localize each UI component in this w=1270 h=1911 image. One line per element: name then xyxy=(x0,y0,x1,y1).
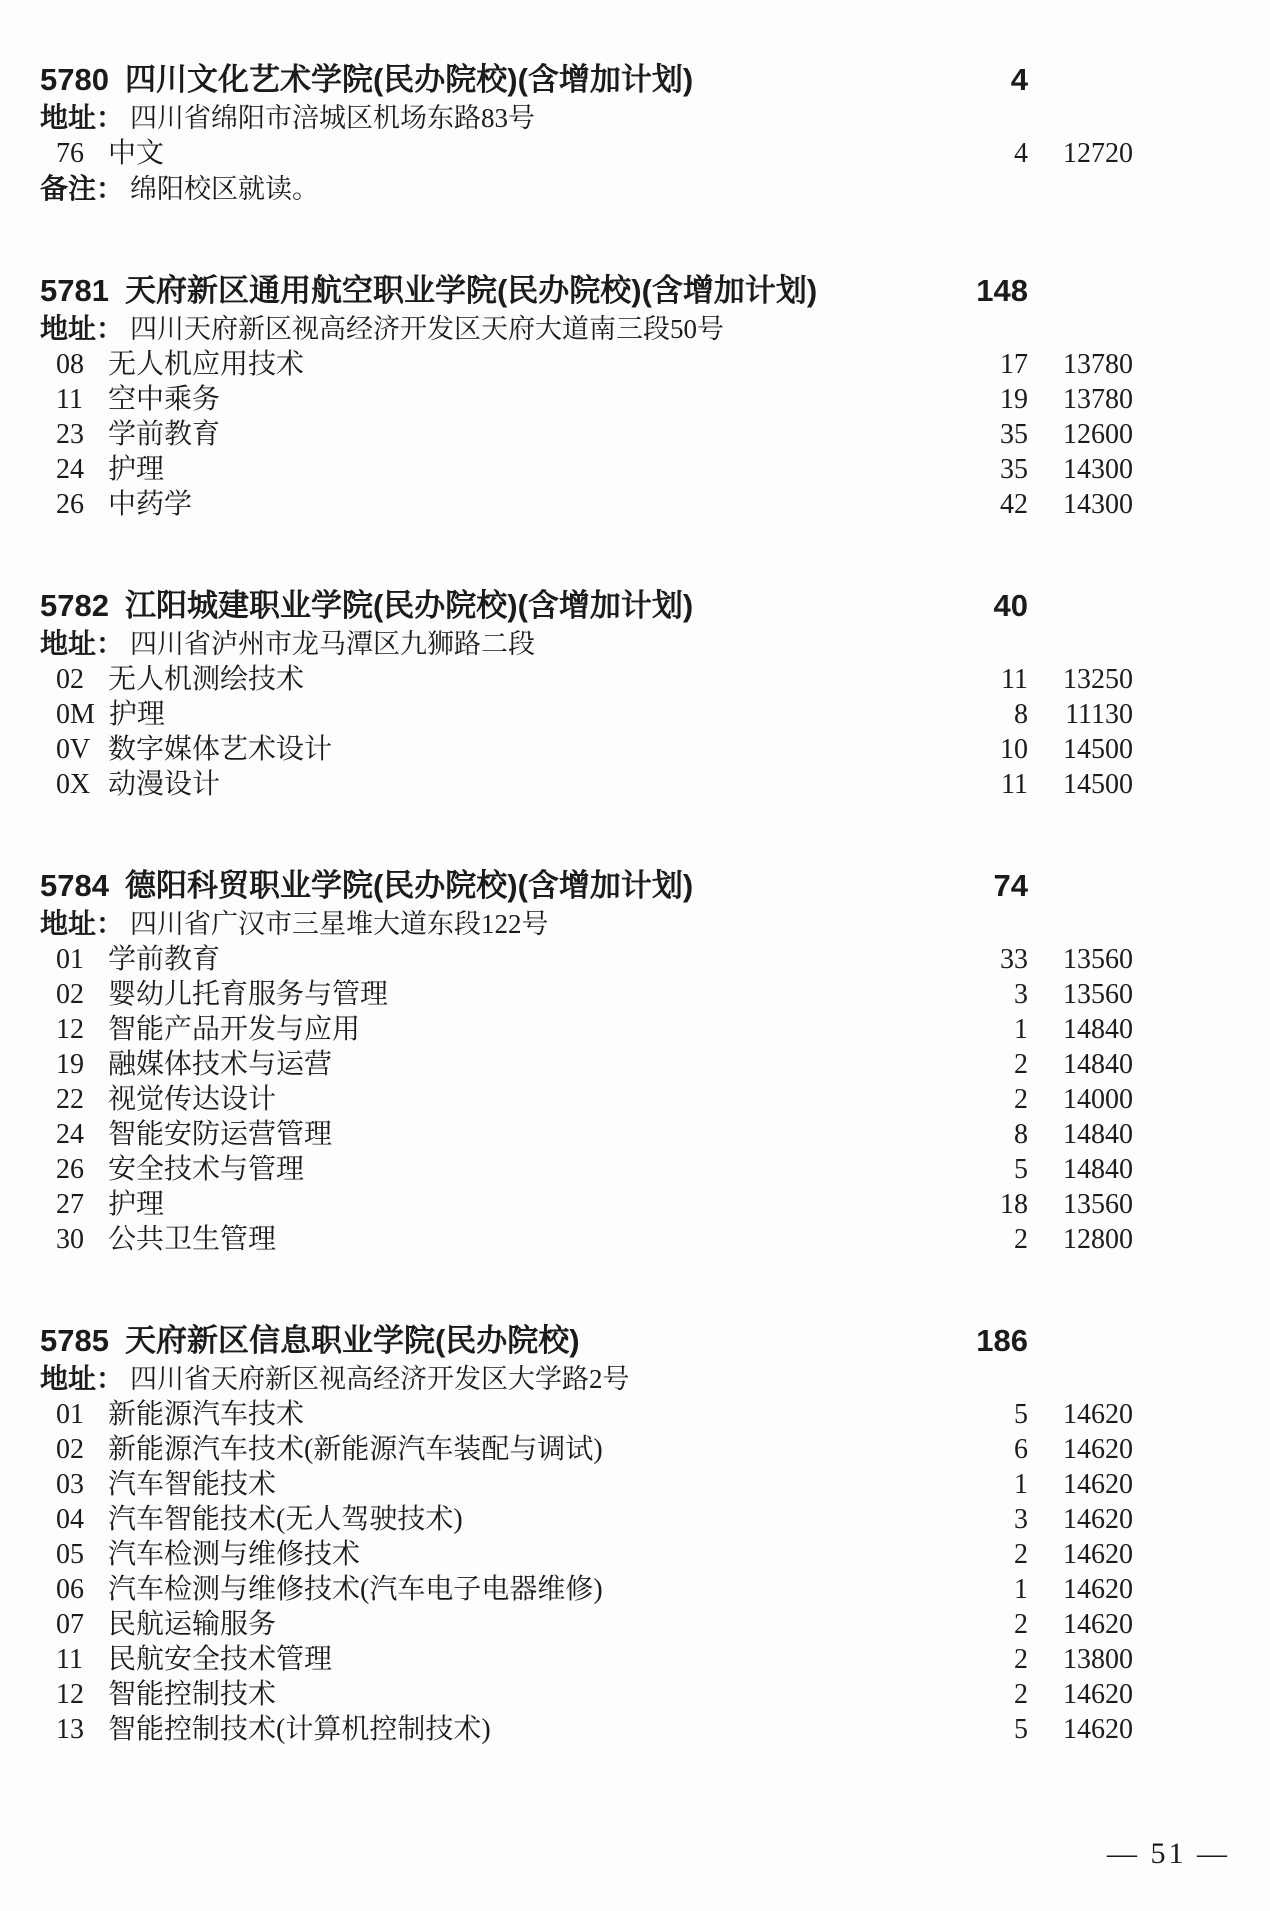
major-code: 0M xyxy=(56,699,95,730)
major-row xyxy=(0,977,1270,1012)
major-code: 02 xyxy=(56,1434,84,1465)
major-row xyxy=(0,697,1270,732)
major-name: 新能源汽车技术 xyxy=(108,1399,305,1430)
major-plan-count: 1 xyxy=(1014,1469,1028,1500)
major-name: 护理 xyxy=(108,454,165,485)
major-row xyxy=(0,136,1270,171)
address-row xyxy=(0,906,1270,942)
major-fee: 14620 xyxy=(1063,1609,1133,1640)
major-name: 汽车智能技术 xyxy=(108,1469,277,1500)
major-code: 24 xyxy=(56,454,84,485)
major-name: 汽车智能技术(无人驾驶技术) xyxy=(108,1504,463,1535)
major-code: 01 xyxy=(56,1399,84,1430)
major-name: 数字媒体艺术设计 xyxy=(108,734,333,765)
major-name: 智能控制技术 xyxy=(108,1679,277,1710)
major-code: 0V xyxy=(56,734,91,765)
major-fee: 11130 xyxy=(1065,699,1133,730)
major-row xyxy=(0,1152,1270,1187)
major-row xyxy=(0,1432,1270,1467)
school-plan-total: 40 xyxy=(993,588,1028,623)
major-plan-count: 2 xyxy=(1014,1644,1028,1675)
address-row xyxy=(0,1361,1270,1397)
major-fee: 13560 xyxy=(1063,1189,1133,1220)
address-label: 地址： xyxy=(40,1363,125,1394)
major-plan-count: 5 xyxy=(1014,1154,1028,1185)
major-row xyxy=(0,1222,1270,1257)
major-plan-count: 2 xyxy=(1014,1679,1028,1710)
major-code: 26 xyxy=(56,1154,84,1185)
school-section xyxy=(0,866,1270,1257)
school-plan-total: 74 xyxy=(993,868,1028,903)
major-code: 0X xyxy=(56,769,91,800)
major-fee: 14300 xyxy=(1063,454,1133,485)
major-plan-count: 18 xyxy=(1000,1189,1028,1220)
major-name: 护理 xyxy=(108,699,165,730)
major-plan-count: 4 xyxy=(1014,138,1028,169)
major-row xyxy=(0,1082,1270,1117)
major-plan-count: 2 xyxy=(1014,1049,1028,1080)
school-code: 5782 xyxy=(40,588,109,623)
major-fee: 14620 xyxy=(1063,1574,1133,1605)
major-name: 中药学 xyxy=(108,489,193,520)
major-plan-count: 5 xyxy=(1014,1714,1028,1745)
major-code: 30 xyxy=(56,1224,84,1255)
school-header xyxy=(0,586,1270,626)
major-row xyxy=(0,347,1270,382)
note-row xyxy=(0,171,1270,207)
major-fee: 14620 xyxy=(1063,1469,1133,1500)
school-name: 江阳城建职业学院(民办院校)(含增加计划) xyxy=(124,588,694,623)
school-section xyxy=(0,271,1270,522)
major-fee: 13780 xyxy=(1063,384,1133,415)
major-name: 智能安防运营管理 xyxy=(108,1119,333,1150)
major-plan-count: 33 xyxy=(1000,944,1028,975)
school-code: 5785 xyxy=(40,1323,109,1358)
school-section xyxy=(0,1321,1270,1747)
major-code: 05 xyxy=(56,1539,84,1570)
major-code: 26 xyxy=(56,489,84,520)
page-number: — 51 — xyxy=(1107,1837,1230,1870)
major-list xyxy=(0,942,1270,1257)
major-fee: 14620 xyxy=(1063,1504,1133,1535)
major-code: 27 xyxy=(56,1189,84,1220)
major-name: 新能源汽车技术(新能源汽车装配与调试) xyxy=(108,1434,603,1465)
major-row xyxy=(0,1712,1270,1747)
major-code: 76 xyxy=(56,138,84,169)
note-label: 备注： xyxy=(40,173,125,204)
major-fee: 14620 xyxy=(1063,1434,1133,1465)
major-row xyxy=(0,417,1270,452)
major-name: 护理 xyxy=(108,1189,165,1220)
address-label: 地址： xyxy=(40,628,125,659)
major-row xyxy=(0,1047,1270,1082)
major-row xyxy=(0,487,1270,522)
major-row xyxy=(0,767,1270,802)
school-code: 5781 xyxy=(40,273,109,308)
major-name: 智能控制技术(计算机控制技术) xyxy=(108,1714,491,1745)
address-row xyxy=(0,626,1270,662)
major-code: 23 xyxy=(56,419,84,450)
major-row xyxy=(0,1502,1270,1537)
major-plan-count: 19 xyxy=(1000,384,1028,415)
address-value: 四川省广汉市三星堆大道东段122号 xyxy=(130,909,549,939)
major-row xyxy=(0,382,1270,417)
major-fee: 13780 xyxy=(1063,349,1133,380)
major-plan-count: 11 xyxy=(1001,769,1028,800)
major-row xyxy=(0,732,1270,767)
major-code: 01 xyxy=(56,944,84,975)
major-name: 婴幼儿托育服务与管理 xyxy=(108,979,389,1010)
major-row xyxy=(0,1187,1270,1222)
school-section xyxy=(0,60,1270,207)
school-header xyxy=(0,60,1270,100)
major-fee: 14620 xyxy=(1063,1679,1133,1710)
major-code: 12 xyxy=(56,1014,84,1045)
school-name: 德阳科贸职业学院(民办院校)(含增加计划) xyxy=(124,868,694,903)
major-plan-count: 3 xyxy=(1014,979,1028,1010)
major-code: 12 xyxy=(56,1679,84,1710)
major-fee: 14500 xyxy=(1063,734,1133,765)
major-fee: 14840 xyxy=(1063,1014,1133,1045)
major-code: 13 xyxy=(56,1714,84,1745)
school-name: 四川文化艺术学院(民办院校)(含增加计划) xyxy=(124,62,694,97)
major-fee: 13250 xyxy=(1063,664,1133,695)
major-name: 安全技术与管理 xyxy=(108,1154,305,1185)
major-fee: 14620 xyxy=(1063,1714,1133,1745)
major-plan-count: 35 xyxy=(1000,419,1028,450)
major-plan-count: 17 xyxy=(1000,349,1028,380)
major-plan-count: 11 xyxy=(1001,664,1028,695)
major-name: 无人机测绘技术 xyxy=(108,664,305,695)
major-fee: 14620 xyxy=(1063,1539,1133,1570)
major-row xyxy=(0,1642,1270,1677)
address-value: 四川天府新区视高经济开发区天府大道南三段50号 xyxy=(130,314,725,344)
major-row xyxy=(0,942,1270,977)
address-value: 四川省天府新区视高经济开发区大学路2号 xyxy=(130,1364,630,1394)
major-row xyxy=(0,452,1270,487)
major-plan-count: 2 xyxy=(1014,1084,1028,1115)
major-code: 19 xyxy=(56,1049,84,1080)
major-name: 无人机应用技术 xyxy=(108,349,305,380)
major-fee: 12720 xyxy=(1063,138,1133,169)
major-fee: 14840 xyxy=(1063,1119,1133,1150)
major-fee: 13560 xyxy=(1063,944,1133,975)
major-row xyxy=(0,1397,1270,1432)
major-plan-count: 8 xyxy=(1014,1119,1028,1150)
major-row xyxy=(0,662,1270,697)
major-name: 智能产品开发与应用 xyxy=(108,1014,361,1045)
major-row xyxy=(0,1677,1270,1712)
major-fee: 14000 xyxy=(1063,1084,1133,1115)
major-name: 汽车检测与维修技术 xyxy=(108,1539,361,1570)
major-code: 02 xyxy=(56,664,84,695)
major-plan-count: 2 xyxy=(1014,1539,1028,1570)
major-fee: 12600 xyxy=(1063,419,1133,450)
major-fee: 14500 xyxy=(1063,769,1133,800)
major-code: 22 xyxy=(56,1084,84,1115)
major-code: 04 xyxy=(56,1504,84,1535)
major-row xyxy=(0,1572,1270,1607)
school-plan-total: 4 xyxy=(1010,62,1028,97)
school-code: 5784 xyxy=(40,868,109,903)
major-plan-count: 3 xyxy=(1014,1504,1028,1535)
major-name: 融媒体技术与运营 xyxy=(108,1049,333,1080)
school-code: 5780 xyxy=(40,62,109,97)
major-plan-count: 42 xyxy=(1000,489,1028,520)
address-value: 四川省绵阳市涪城区机场东路83号 xyxy=(130,103,536,133)
major-plan-count: 8 xyxy=(1014,699,1028,730)
school-header xyxy=(0,1321,1270,1361)
major-plan-count: 6 xyxy=(1014,1434,1028,1465)
major-fee: 14840 xyxy=(1063,1049,1133,1080)
major-row xyxy=(0,1012,1270,1047)
address-label: 地址： xyxy=(40,102,125,133)
major-fee: 13560 xyxy=(1063,979,1133,1010)
major-name: 中文 xyxy=(108,138,165,169)
major-code: 08 xyxy=(56,349,84,380)
school-name: 天府新区信息职业学院(民办院校) xyxy=(124,1323,580,1358)
major-code: 07 xyxy=(56,1609,84,1640)
major-row xyxy=(0,1117,1270,1152)
major-plan-count: 2 xyxy=(1014,1224,1028,1255)
major-fee: 14840 xyxy=(1063,1154,1133,1185)
major-name: 动漫设计 xyxy=(108,769,221,800)
major-list xyxy=(0,662,1270,802)
major-fee: 12800 xyxy=(1063,1224,1133,1255)
major-plan-count: 5 xyxy=(1014,1399,1028,1430)
address-value: 四川省泸州市龙马潭区九狮路二段 xyxy=(130,629,536,659)
major-fee: 14620 xyxy=(1063,1399,1133,1430)
major-fee: 14300 xyxy=(1063,489,1133,520)
major-plan-count: 1 xyxy=(1014,1574,1028,1605)
major-row xyxy=(0,1467,1270,1502)
major-name: 民航运输服务 xyxy=(108,1609,277,1640)
address-label: 地址： xyxy=(40,313,125,344)
major-row xyxy=(0,1607,1270,1642)
school-header xyxy=(0,271,1270,311)
major-code: 03 xyxy=(56,1469,84,1500)
major-code: 11 xyxy=(56,384,83,415)
major-list xyxy=(0,1397,1270,1747)
address-label: 地址： xyxy=(40,908,125,939)
school-plan-total: 148 xyxy=(976,273,1028,308)
school-section xyxy=(0,586,1270,802)
major-name: 汽车检测与维修技术(汽车电子电器维修) xyxy=(108,1574,603,1605)
major-name: 学前教育 xyxy=(108,944,221,975)
major-name: 空中乘务 xyxy=(108,384,221,415)
major-plan-count: 35 xyxy=(1000,454,1028,485)
note-value: 绵阳校区就读。 xyxy=(130,174,320,204)
school-plan-total: 186 xyxy=(976,1323,1028,1358)
major-list xyxy=(0,136,1270,171)
major-row xyxy=(0,1537,1270,1572)
major-code: 02 xyxy=(56,979,84,1010)
major-plan-count: 10 xyxy=(1000,734,1028,765)
major-plan-count: 1 xyxy=(1014,1014,1028,1045)
major-fee: 13800 xyxy=(1063,1644,1133,1675)
major-list xyxy=(0,347,1270,522)
major-name: 公共卫生管理 xyxy=(108,1224,277,1255)
major-name: 学前教育 xyxy=(108,419,221,450)
address-row xyxy=(0,100,1270,136)
school-header xyxy=(0,866,1270,906)
major-code: 06 xyxy=(56,1574,84,1605)
address-row xyxy=(0,311,1270,347)
major-plan-count: 2 xyxy=(1014,1609,1028,1640)
school-name: 天府新区通用航空职业学院(民办院校)(含增加计划) xyxy=(124,273,818,308)
major-name: 民航安全技术管理 xyxy=(108,1644,333,1675)
major-name: 视觉传达设计 xyxy=(108,1084,277,1115)
major-code: 24 xyxy=(56,1119,84,1150)
major-code: 11 xyxy=(56,1644,83,1675)
